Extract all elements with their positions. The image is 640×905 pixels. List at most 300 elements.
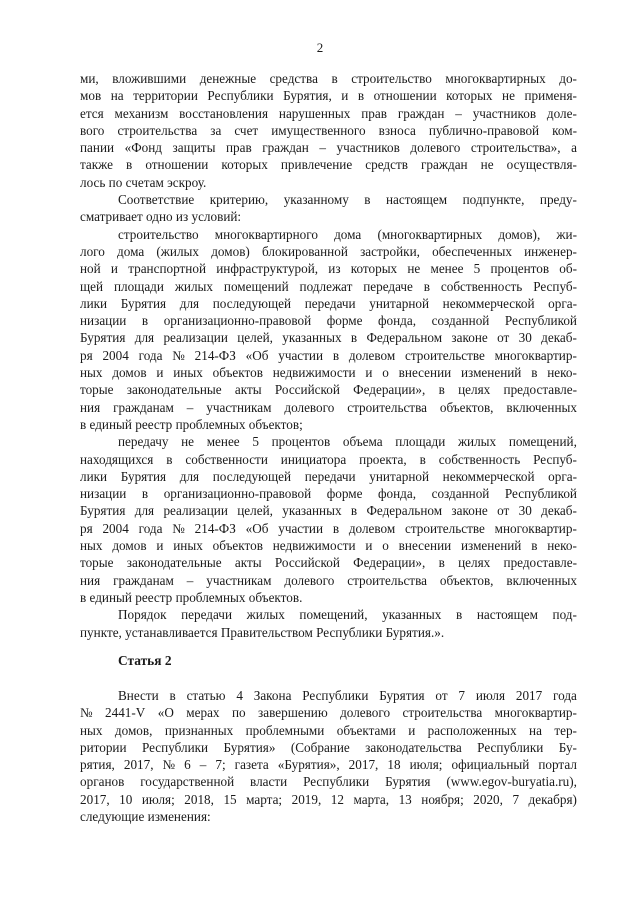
word: последующей: [212, 468, 292, 484]
word: Республикой: [504, 313, 577, 329]
word: –: [319, 140, 326, 156]
word: долевом: [348, 347, 396, 363]
word: взноса: [378, 122, 416, 138]
word: собственность: [440, 278, 523, 294]
word: одно: [146, 209, 176, 225]
word: декабря): [528, 791, 577, 807]
word: 2017,: [123, 757, 154, 773]
text-line: [80, 70, 577, 87]
word: торые: [80, 555, 114, 571]
word: «Фонд: [124, 140, 162, 156]
word: Федеральном: [366, 503, 443, 519]
word: которых: [446, 88, 493, 104]
word: объектов,: [439, 399, 494, 415]
word: Порядок: [118, 607, 167, 623]
word: дома: [334, 226, 362, 242]
text-line: [80, 191, 577, 208]
word: Бурятия,: [283, 88, 332, 104]
word: «Об: [245, 347, 269, 363]
word: преду-: [539, 192, 577, 208]
word: многоквартирного: [214, 226, 318, 242]
word: 214-ФЗ: [194, 520, 236, 536]
word: Бу-: [558, 739, 577, 755]
word: 30: [518, 503, 532, 519]
word: строительства»,: [470, 140, 561, 156]
word: гражданам: [113, 572, 174, 588]
word: в: [331, 71, 338, 86]
text-line: [80, 226, 577, 243]
word: ния: [80, 399, 101, 415]
word: привлечение: [280, 157, 353, 173]
article-2-heading: Статья 2: [118, 653, 172, 668]
text-line: [80, 416, 577, 433]
word: домов: [112, 365, 147, 381]
word: от: [497, 330, 510, 346]
word: организационно-правовой: [163, 313, 312, 329]
word: сматривает: [80, 209, 147, 225]
word: Правительством: [220, 624, 317, 640]
word: в: [350, 503, 358, 519]
word: строительство: [118, 226, 199, 242]
word: средств: [365, 157, 408, 173]
word: 12: [330, 791, 344, 807]
text-line: [80, 687, 577, 704]
word: Республикой: [504, 486, 577, 502]
word: застройки,: [360, 243, 420, 259]
word: газета: [234, 757, 269, 773]
word: законодательства: [365, 739, 462, 755]
word: передачи: [304, 295, 356, 311]
text-line: [80, 722, 577, 739]
word: объектов: [212, 538, 263, 554]
word: на: [110, 88, 124, 104]
page-number: 2: [316, 40, 324, 55]
word: в: [438, 555, 445, 571]
word: площади: [395, 434, 446, 450]
word: вого: [80, 122, 105, 138]
word: фонда,: [377, 313, 417, 329]
text-line: [80, 485, 577, 502]
word: –: [186, 399, 194, 415]
word: законе: [451, 503, 488, 519]
word: Республики: [141, 739, 209, 755]
word: для: [179, 468, 200, 484]
word: унитарной: [369, 295, 430, 311]
word: Республики: [303, 774, 370, 790]
word: в: [455, 607, 463, 623]
word: Респуб-: [533, 451, 577, 467]
word: для: [134, 330, 155, 346]
word: июля;: [409, 757, 443, 773]
word: мов: [80, 88, 102, 104]
word: объема: [342, 434, 383, 450]
word: дома: [117, 243, 145, 259]
word: низации: [80, 486, 127, 502]
word: публично-правовой: [428, 122, 540, 138]
word: 15: [223, 791, 237, 807]
word: в: [419, 451, 426, 467]
word: 2020,: [473, 791, 503, 807]
word: от: [497, 503, 510, 519]
word: участников: [336, 140, 400, 156]
word: Российской: [274, 382, 340, 398]
text-line: [80, 243, 577, 260]
word: некоммерческой: [442, 468, 535, 484]
text-line: [80, 537, 577, 554]
word: (многоквартирных: [377, 226, 483, 242]
word: созданной: [431, 486, 490, 502]
word: домов): [211, 243, 250, 259]
word: 2004: [102, 520, 129, 536]
word: жи-: [556, 226, 577, 242]
word: власти: [250, 774, 288, 790]
word: указанных: [282, 330, 342, 346]
word: счет: [234, 122, 259, 138]
text-line: [80, 260, 577, 277]
word: ных: [80, 538, 103, 554]
word: ния: [80, 572, 101, 588]
word: иных: [173, 538, 203, 554]
word: долевого: [284, 572, 335, 588]
word: не: [181, 434, 195, 450]
word: внесении: [398, 538, 452, 554]
word: и: [156, 365, 164, 381]
text-line: [80, 773, 577, 790]
word: отношении: [145, 157, 209, 173]
word: Бурятия.».: [385, 624, 445, 640]
word: строительства: [117, 122, 198, 138]
word: завершению: [258, 705, 328, 721]
word: целях: [458, 382, 491, 398]
word: и: [408, 722, 416, 738]
word: форме: [326, 486, 363, 502]
word: целях: [458, 555, 491, 571]
word: 6: [184, 757, 191, 773]
word: июля: [475, 688, 506, 703]
word: лики: [80, 295, 108, 311]
word: помещений,: [508, 434, 577, 450]
word: средства: [269, 71, 318, 86]
word: лики: [80, 468, 108, 484]
word: реестр: [135, 589, 176, 605]
text-line: [80, 704, 577, 721]
word: недвижимости: [272, 365, 356, 381]
word: для: [134, 503, 155, 519]
word: 2018,: [184, 791, 214, 807]
word: проблемных: [175, 416, 249, 432]
word: в: [423, 278, 431, 294]
word: ется: [80, 105, 104, 121]
word: нарушенных: [278, 105, 351, 121]
word: (www.egov-buryatia.ru),: [446, 774, 577, 790]
word: за: [210, 122, 222, 138]
word: неко-: [547, 365, 577, 381]
word: передаче: [363, 278, 413, 294]
word: внесении: [398, 365, 452, 381]
word: №: [172, 520, 185, 536]
word: строительства: [347, 572, 427, 588]
text-line: [80, 572, 577, 589]
word: 7: [512, 791, 520, 807]
word: изменений: [461, 538, 522, 554]
text-line: [80, 399, 577, 416]
word: долевого: [410, 140, 461, 156]
word: включенных: [506, 572, 577, 588]
word: Бурятия: [379, 688, 425, 703]
word: ритории: [80, 739, 127, 755]
text-line: [80, 122, 577, 139]
word: –: [199, 757, 207, 773]
word: изменений: [461, 365, 522, 381]
word: законодательные: [126, 555, 222, 571]
word: 2019,: [291, 791, 322, 807]
word: счетам: [125, 174, 168, 190]
word: настоящем: [476, 607, 538, 623]
word: под-: [552, 607, 577, 623]
word: объектов;: [248, 416, 303, 432]
word: года: [138, 520, 163, 536]
word: официальный: [451, 757, 530, 773]
text-line: [80, 791, 577, 808]
text-line: [80, 739, 577, 756]
word: Бурятия: [120, 468, 167, 484]
word: проблемных: [175, 589, 249, 605]
word: Бурятия: [385, 774, 431, 790]
text-line: [80, 174, 577, 191]
word: 2004: [102, 347, 129, 363]
word: отношении: [373, 88, 437, 104]
word: в: [332, 347, 340, 363]
word: марта;: [246, 791, 283, 807]
word: года: [138, 347, 163, 363]
word: 13: [398, 791, 412, 807]
word: прав: [225, 140, 252, 156]
word: недвижимости: [272, 538, 356, 554]
word: инфраструктурой,: [216, 261, 319, 277]
word: Бурятия: [80, 330, 126, 346]
word: целей,: [237, 330, 273, 346]
word: восстановления: [179, 105, 269, 121]
word: инженер-: [524, 243, 577, 259]
word: имущественного: [271, 122, 366, 138]
word: рятия,: [80, 757, 115, 773]
word: фонда,: [377, 486, 417, 502]
text-line: [80, 347, 577, 364]
word: строительства: [347, 399, 427, 415]
word: 2017: [515, 688, 543, 703]
text-line: [80, 502, 577, 519]
word: лого: [80, 243, 105, 259]
word: инициатора: [280, 451, 347, 467]
word: об-: [559, 261, 577, 277]
word: условий:: [191, 209, 242, 225]
word: в: [332, 520, 340, 536]
word: многоквартир-: [494, 705, 577, 721]
word: (жилых: [156, 243, 200, 259]
word: передачи: [181, 607, 233, 623]
word: помещений,: [299, 607, 368, 623]
word: жилых: [246, 607, 285, 623]
word: лось: [80, 174, 109, 190]
word: в: [80, 589, 90, 605]
word: в: [531, 538, 538, 554]
word: Российской: [274, 555, 340, 571]
word: ми,: [80, 71, 99, 86]
word: и: [341, 88, 349, 104]
word: и: [365, 365, 373, 381]
text-line: [80, 756, 577, 773]
word: денежные: [199, 71, 257, 86]
word: по: [108, 174, 126, 190]
word: ком-: [552, 122, 577, 138]
word: осуществля-: [506, 157, 577, 173]
text-line: [80, 451, 577, 468]
word: пании: [80, 140, 115, 156]
word: многоквартирных: [445, 71, 546, 86]
word: указанных: [382, 607, 442, 623]
word: устанавливается: [125, 624, 221, 640]
word: помещений: [223, 278, 289, 294]
word: 5: [473, 261, 481, 277]
word: 5: [252, 434, 259, 450]
word: на: [529, 722, 542, 738]
article-1-continuation: [80, 70, 577, 641]
word: о: [382, 365, 389, 381]
word: и: [156, 538, 164, 554]
word: объектов.: [248, 589, 303, 605]
word: которых: [350, 261, 398, 277]
word: законодательные: [126, 382, 222, 398]
word: ноября;: [421, 791, 464, 807]
word: граждан: [397, 105, 445, 121]
word: проблемными: [245, 722, 325, 738]
word: в: [350, 330, 358, 346]
word: реализации: [163, 503, 228, 519]
word: щей: [80, 278, 104, 294]
text-line: [80, 312, 577, 329]
word: которых: [221, 157, 268, 173]
word: Респуб-: [533, 278, 577, 294]
word: не: [480, 157, 494, 173]
word: подпункте,: [462, 192, 525, 208]
word: Бурятия»: [223, 739, 276, 755]
word: Внести: [118, 688, 159, 703]
word: объектами: [336, 722, 396, 738]
word: пункте,: [80, 624, 126, 640]
word: предоставле-: [503, 555, 577, 571]
word: года: [553, 688, 577, 703]
word: передачу: [118, 434, 169, 450]
text-line: [80, 381, 577, 398]
word: 7;: [215, 757, 226, 773]
word: 4: [236, 688, 243, 703]
text-line: [80, 139, 577, 156]
word: гражданам: [113, 399, 174, 415]
word: неко-: [547, 538, 577, 554]
word: орга-: [548, 468, 577, 484]
word: участии: [278, 520, 324, 536]
word: некоммерческой: [442, 295, 535, 311]
word: низации: [80, 313, 127, 329]
word: ных: [80, 722, 103, 738]
text-line: [80, 589, 577, 606]
word: предоставле-: [503, 382, 577, 398]
word: блокированной: [262, 243, 348, 259]
word: 2017,: [80, 791, 110, 807]
word: подлежат: [299, 278, 353, 294]
word: изменения:: [147, 809, 211, 825]
word: в: [438, 382, 445, 398]
word: Федерации»,: [353, 555, 426, 571]
text-line: [80, 87, 577, 104]
word: Бурятия: [120, 295, 167, 311]
word: единый: [89, 589, 136, 605]
word: 30: [518, 330, 532, 346]
word: торые: [80, 382, 114, 398]
word: площади: [113, 278, 164, 294]
word: и: [365, 538, 373, 554]
text-line: [80, 295, 577, 312]
word: и: [110, 261, 118, 277]
word: в: [364, 192, 371, 208]
word: –: [455, 105, 462, 121]
text-line: [80, 808, 577, 825]
word: №: [162, 757, 176, 773]
word: применя-: [524, 88, 577, 104]
word: «О: [157, 705, 174, 721]
article-2-body: [80, 687, 577, 825]
word: из: [175, 209, 192, 225]
word: в: [169, 688, 176, 703]
word: единый: [89, 416, 136, 432]
word: также: [80, 157, 113, 173]
word: в: [80, 416, 90, 432]
text-line: [80, 468, 577, 485]
word: собственности: [185, 451, 268, 467]
word: а: [571, 140, 577, 156]
word: Республики: [302, 688, 369, 703]
word: не: [407, 261, 421, 277]
text-line: [80, 520, 577, 537]
word: акты: [234, 555, 262, 571]
word: транспортной: [128, 261, 207, 277]
word: марта,: [353, 791, 390, 807]
word: менее: [206, 434, 240, 450]
word: следующие: [80, 809, 148, 825]
word: участникам: [206, 399, 272, 415]
word: защиты: [172, 140, 216, 156]
word: органов: [80, 774, 125, 790]
word: 2441-V: [105, 705, 146, 721]
word: домов,: [114, 722, 153, 738]
word: долевого: [340, 705, 391, 721]
word: (Собрание: [290, 739, 350, 755]
word: в: [126, 157, 133, 173]
text-line: [80, 105, 577, 122]
word: ря: [80, 520, 93, 536]
word: в: [141, 313, 149, 329]
word: форме: [326, 313, 363, 329]
text-line: [80, 606, 577, 623]
word: в: [166, 451, 173, 467]
text-line: [80, 364, 577, 381]
text-line: [80, 278, 577, 295]
word: «Бурятия»,: [277, 757, 340, 773]
word: долевого: [284, 399, 335, 415]
word: иных: [173, 365, 203, 381]
word: проекта,: [359, 451, 407, 467]
word: доле-: [546, 105, 577, 121]
